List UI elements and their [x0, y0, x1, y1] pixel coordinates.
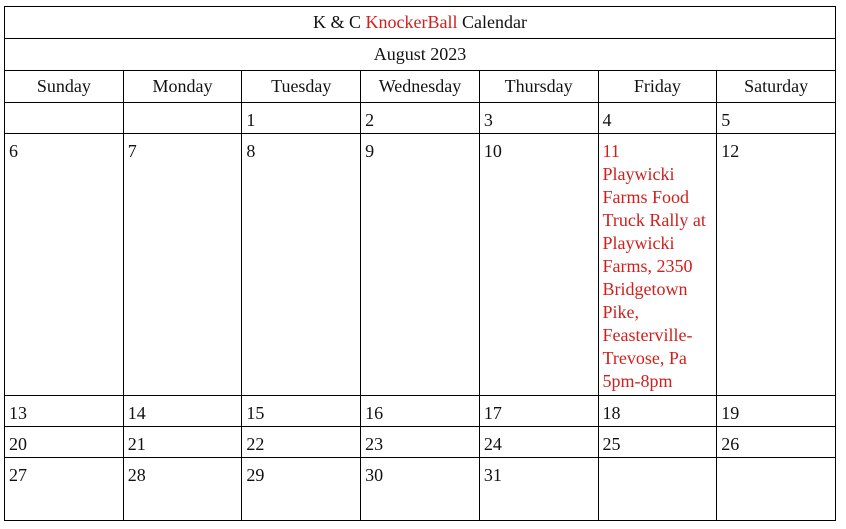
week-row	[5, 396, 836, 427]
day-cell: 27	[5, 458, 124, 521]
day-cell: 20	[5, 427, 124, 458]
week-row	[5, 103, 836, 134]
weekday-header-row	[5, 71, 836, 103]
title-brand: KnockerBall	[365, 12, 458, 32]
day-cell: 29	[242, 458, 361, 521]
month-label: August 2023	[5, 39, 836, 71]
day-cell: 26	[717, 427, 836, 458]
day-cell: 13	[5, 396, 124, 427]
day-cell: 3	[479, 103, 598, 134]
day-cell: 5	[717, 103, 836, 134]
day-cell: 30	[361, 458, 480, 521]
title-suffix: Calendar	[457, 12, 527, 32]
week-row	[5, 458, 836, 521]
event-day-number: 11	[602, 141, 620, 161]
day-cell: 14	[123, 396, 242, 427]
day-cell: 22	[242, 427, 361, 458]
day-cell	[5, 103, 124, 134]
week-row	[5, 427, 836, 458]
calendar-table	[4, 6, 836, 521]
day-cell: 24	[479, 427, 598, 458]
day-cell: 10	[479, 134, 598, 396]
day-cell: 7	[123, 134, 242, 396]
calendar-title	[5, 7, 836, 39]
week-row	[5, 134, 836, 396]
day-cell: 1	[242, 103, 361, 134]
day-cell: 19	[717, 396, 836, 427]
day-cell	[123, 103, 242, 134]
day-cell: 16	[361, 396, 480, 427]
weekday-thursday: Thursday	[479, 71, 598, 103]
event-description: Playwicki Farms Food Truck Rally at Playwicki Farms, 2350 Bridgetown Pike, Feasterville-Trevose, Pa 5pm-8pm	[602, 164, 706, 391]
weekday-tuesday: Tuesday	[242, 71, 361, 103]
title-prefix: K & C	[313, 12, 366, 32]
day-cell	[717, 458, 836, 521]
day-cell: 6	[5, 134, 124, 396]
day-cell: 4	[598, 103, 717, 134]
weekday-monday: Monday	[123, 71, 242, 103]
weekday-friday: Friday	[598, 71, 717, 103]
day-cell: 28	[123, 458, 242, 521]
weekday-wednesday: Wednesday	[361, 71, 480, 103]
day-cell: 8	[242, 134, 361, 396]
day-cell: 25	[598, 427, 717, 458]
day-cell: 23	[361, 427, 480, 458]
day-cell: 18	[598, 396, 717, 427]
day-cell: 9	[361, 134, 480, 396]
day-cell: 2	[361, 103, 480, 134]
day-cell: 12	[717, 134, 836, 396]
day-cell: 15	[242, 396, 361, 427]
day-cell: 31	[479, 458, 598, 521]
weekday-sunday: Sunday	[5, 71, 124, 103]
day-cell: 17	[479, 396, 598, 427]
event-day-cell	[598, 134, 717, 396]
day-cell: 21	[123, 427, 242, 458]
day-cell	[598, 458, 717, 521]
weekday-saturday: Saturday	[717, 71, 836, 103]
